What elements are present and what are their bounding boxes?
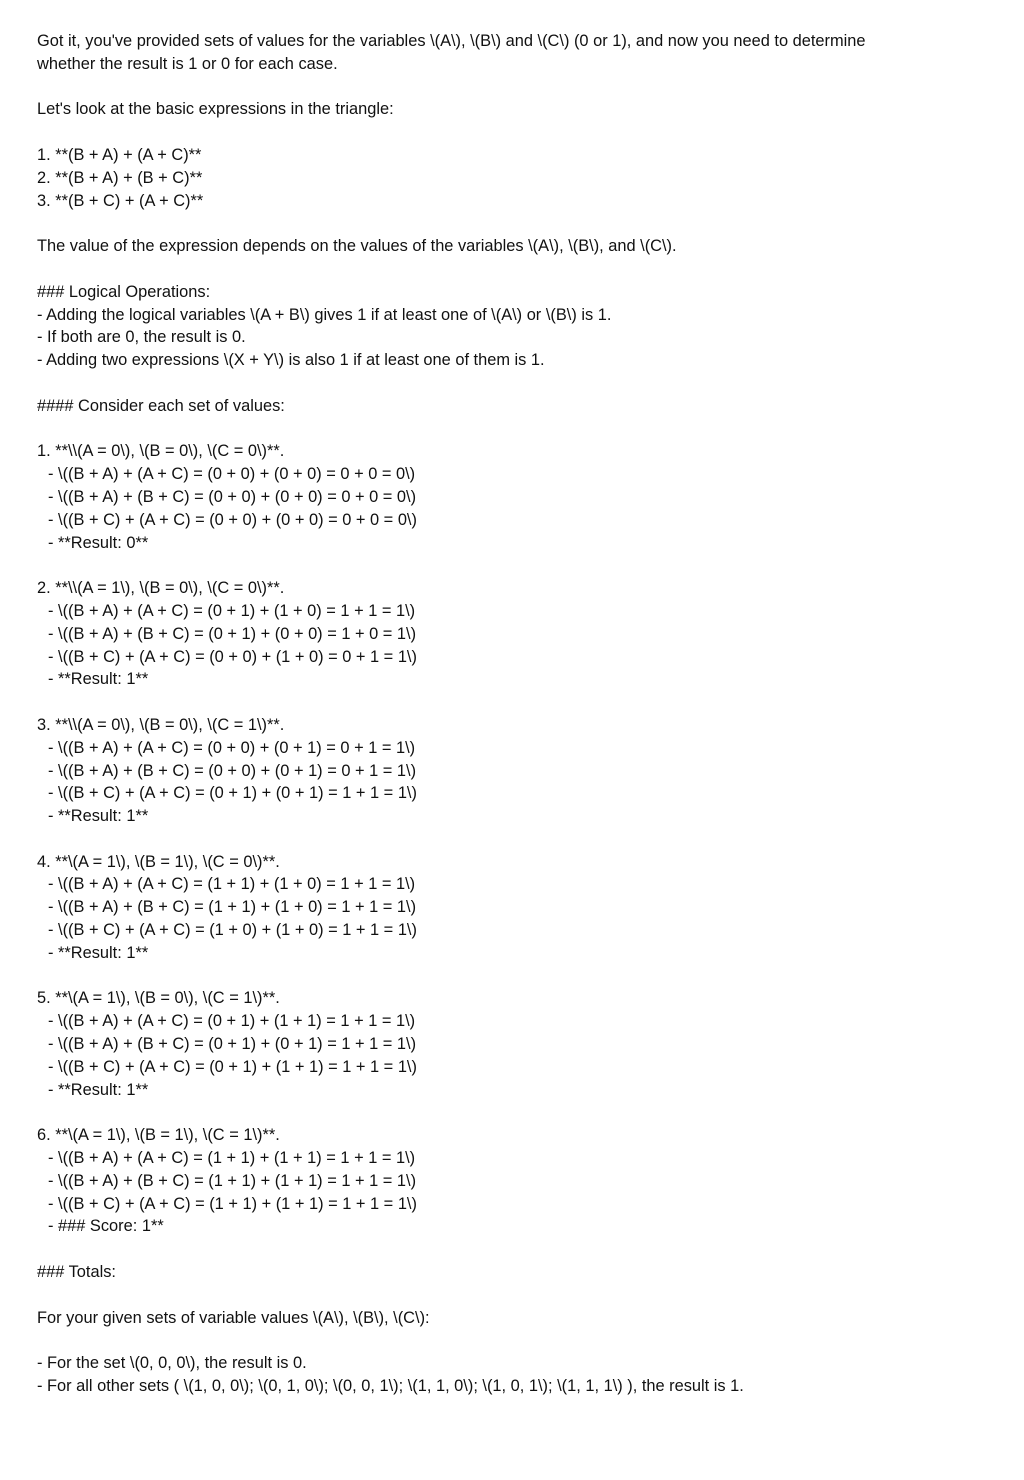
- case-2-line-3: - \((B + C) + (A + C) = (0 + 0) + (1 + 0) = 0 + 1 = 1\): [48, 647, 417, 666]
- totals-lead: For your given sets of variable values \(A\), \(B\), \(C\):: [37, 1308, 430, 1327]
- spacer: [37, 965, 997, 988]
- case-5-result: - **Result: 1**: [48, 1080, 149, 1099]
- spacer: [37, 212, 997, 235]
- basic-expression-1: 1. **(B + A) + (A + C)**: [37, 145, 202, 164]
- case-2-line-1: - \((B + A) + (A + C) = (0 + 1) + (1 + 0) = 1 + 1 = 1\): [48, 601, 416, 620]
- spacer: [37, 828, 997, 851]
- case-4-line-3: - \((B + C) + (A + C) = (1 + 0) + (1 + 0) = 1 + 1 = 1\): [48, 921, 417, 940]
- case-4-title: 4. **\(A = 1\), \(B = 1\), \(C = 0\)**.: [37, 852, 280, 871]
- case-2-result: - **Result: 1**: [48, 670, 149, 689]
- spacer: [37, 372, 997, 395]
- case-6-title: 6. **\(A = 1\), \(B = 1\), \(C = 1\)**.: [37, 1126, 280, 1145]
- spacer: [37, 258, 997, 281]
- basic-expressions-heading: Let's look at the basic expressions in the triangle:: [37, 100, 394, 119]
- intro-line-1: Got it, you've provided sets of values for the variables \(A\), \(B\) and \(C\) (0 or 1), and now you need to determine: [37, 32, 866, 50]
- spacer: [37, 1101, 997, 1124]
- dependency-note: The value of the expression depends on the values of the variables \(A\), \(B\), and \(C\).: [37, 237, 677, 256]
- basic-expression-2: 2. **(B + A) + (B + C)**: [37, 168, 203, 187]
- case-3-line-2: - \((B + A) + (B + C) = (0 + 0) + (0 + 1) = 0 + 1 = 1\): [48, 761, 417, 780]
- case-6-line-2: - \((B + A) + (B + C) = (1 + 1) + (1 + 1) = 1 + 1 = 1\): [48, 1171, 417, 1190]
- case-1-line-2: - \((B + A) + (B + C) = (0 + 0) + (0 + 0) = 0 + 0 = 0\): [48, 487, 417, 506]
- totals-item-1: - For the set \(0, 0, 0\), the result is 0.: [37, 1354, 307, 1373]
- case-6-line-3: - \((B + C) + (A + C) = (1 + 1) + (1 + 1) = 1 + 1 = 1\): [48, 1194, 417, 1213]
- document-body: [37, 30, 997, 1398]
- spacer: [37, 76, 997, 99]
- case-5-line-2: - \((B + A) + (B + C) = (0 + 1) + (0 + 1) = 1 + 1 = 1\): [48, 1035, 417, 1054]
- case-4-line-2: - \((B + A) + (B + C) = (1 + 1) + (1 + 0) = 1 + 1 = 1\): [48, 898, 417, 917]
- logical-rule-1: - Adding the logical variables \(A + B\) gives 1 if at least one of \(A\) or \(B\) is 1.: [37, 305, 612, 324]
- logical-rule-2: - If both are 0, the result is 0.: [37, 328, 246, 347]
- spacer: [37, 418, 997, 441]
- case-1-result: - **Result: 0**: [48, 533, 149, 552]
- case-6-result: - ### Score: 1**: [48, 1217, 164, 1236]
- spacer: [37, 691, 997, 714]
- case-2-title: 2. **\\(A = 1\), \(B = 0\), \(C = 0\)**.: [37, 579, 285, 598]
- logical-operations-heading: ### Logical Operations:: [37, 282, 211, 301]
- logical-rule-3: - Adding two expressions \(X + Y\) is also 1 if at least one of them is 1.: [37, 351, 545, 370]
- case-3-title: 3. **\\(A = 0\), \(B = 0\), \(C = 1\)**.: [37, 715, 285, 734]
- case-1-title: 1. **\\(A = 0\), \(B = 0\), \(C = 0\)**.: [37, 442, 285, 461]
- case-5-title: 5. **\(A = 1\), \(B = 0\), \(C = 1\)**.: [37, 989, 280, 1008]
- intro-line-2: whether the result is 1 or 0 for each case.: [37, 54, 338, 73]
- spacer: [37, 1238, 997, 1261]
- totals-heading: ### Totals:: [37, 1263, 116, 1282]
- spacer: [37, 1329, 997, 1352]
- case-1-line-1: - \((B + A) + (A + C) = (0 + 0) + (0 + 0) = 0 + 0 = 0\): [48, 465, 416, 484]
- case-2-line-2: - \((B + A) + (B + C) = (0 + 1) + (0 + 0) = 1 + 0 = 1\): [48, 624, 417, 643]
- basic-expression-3: 3. **(B + C) + (A + C)**: [37, 191, 204, 210]
- case-5-line-1: - \((B + A) + (A + C) = (0 + 1) + (1 + 1) = 1 + 1 = 1\): [48, 1012, 416, 1031]
- spacer: [37, 121, 997, 144]
- totals-item-2: - For all other sets ( \(1, 0, 0\); \(0, 1, 0\); \(0, 0, 1\); \(1, 1, 0\); \(1, 0, 1\); \(1, 1, 1\) ), the result is 1.: [37, 1377, 744, 1396]
- case-3-line-1: - \((B + A) + (A + C) = (0 + 0) + (0 + 1) = 0 + 1 = 1\): [48, 738, 416, 757]
- spacer: [37, 554, 997, 577]
- case-3-line-3: - \((B + C) + (A + C) = (0 + 1) + (0 + 1) = 1 + 1 = 1\): [48, 784, 417, 803]
- spacer: [37, 1284, 997, 1307]
- case-1-line-3: - \((B + C) + (A + C) = (0 + 0) + (0 + 0) = 0 + 0 = 0\): [48, 510, 417, 529]
- case-4-line-1: - \((B + A) + (A + C) = (1 + 1) + (1 + 0) = 1 + 1 = 1\): [48, 875, 416, 894]
- consider-heading: #### Consider each set of values:: [37, 396, 285, 415]
- case-4-result: - **Result: 1**: [48, 943, 149, 962]
- case-6-line-1: - \((B + A) + (A + C) = (1 + 1) + (1 + 1) = 1 + 1 = 1\): [48, 1149, 416, 1168]
- case-3-result: - **Result: 1**: [48, 807, 149, 826]
- case-5-line-3: - \((B + C) + (A + C) = (0 + 1) + (1 + 1) = 1 + 1 = 1\): [48, 1057, 417, 1076]
